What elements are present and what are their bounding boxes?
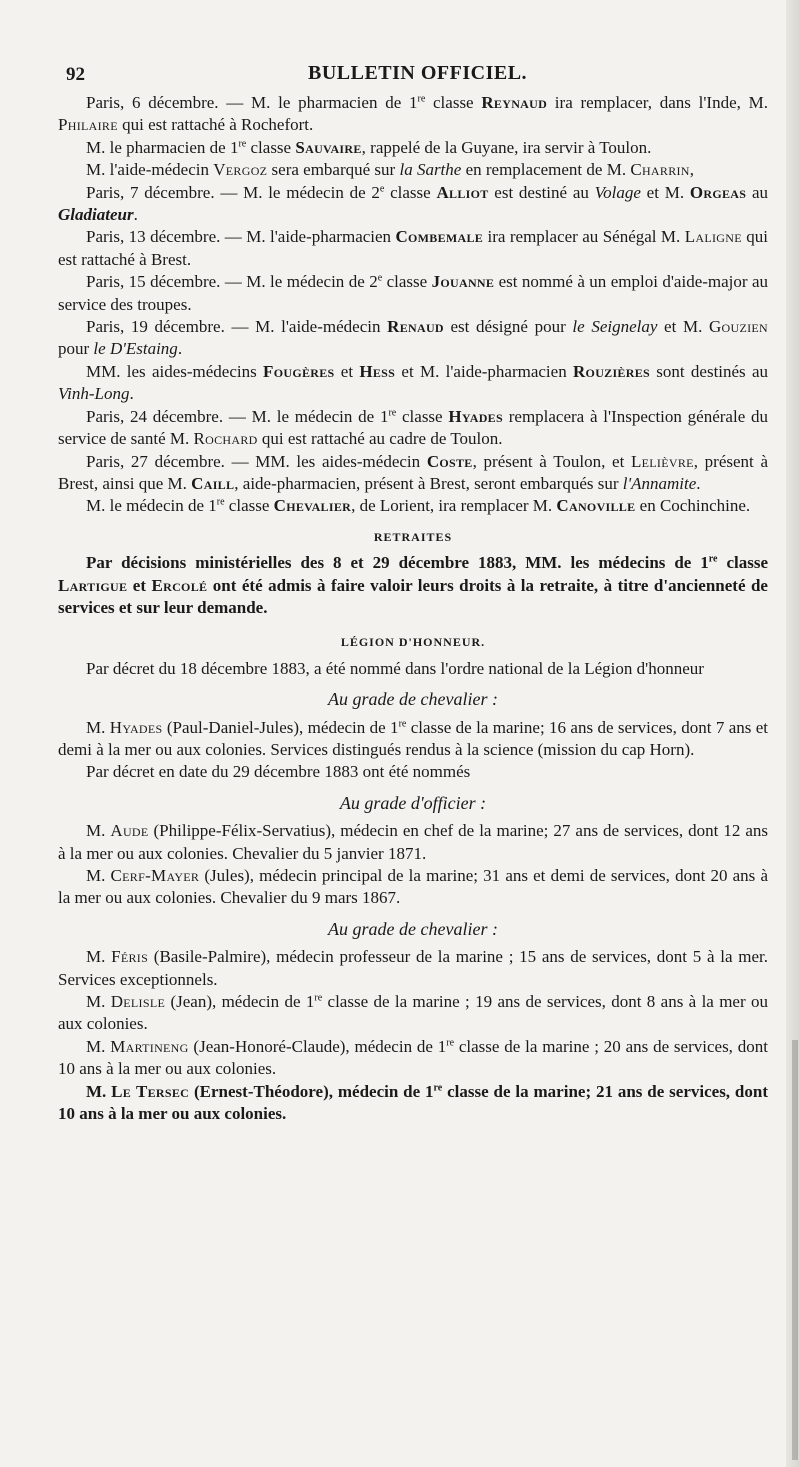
paragraph-jouanne: Paris, 15 décembre. — M. le médecin de 2e classe Jouanne est nommé à un emploi d'aide-major au service des troupes. — [58, 272, 769, 314]
section-heading-retraites: RETRAITES — [373, 529, 453, 544]
paragraph-chevalier: M. le médecin de 1re classe Chevalier, de Lorient, ira remplacer M. Canoville en Cochinchine. — [86, 496, 751, 516]
running-head: BULLETIN OFFICIEL. — [308, 62, 528, 84]
page-number: 92 — [66, 64, 85, 85]
entry-martineng: M. Martineng (Jean-Honoré-Claude), médecin de 1re classe de la marine ; 20 ans de services, dont 10 ans à la mer ou aux colonies. — [58, 1036, 768, 1079]
document-page — [58, 62, 768, 1125]
paragraph-legion-intro: Par décret du 18 décembre 1883, a été nommé dans l'ordre national de la Légion d'honneur — [86, 658, 704, 678]
paragraph-alliot: Paris, 7 décembre. — M. le médecin de 2e classe Alliot est destiné au Volage et M. Orgeas au Gladiateur. — [58, 182, 769, 225]
grade-heading-chevalier-2: Au grade de chevalier : — [328, 918, 498, 939]
paragraph-reynaud: Paris, 6 décembre. — M. le pharmacien de 1re classe Reynaud ira remplacer, dans l'Inde, M. Philaire qui est rattaché à Rochefort. — [58, 93, 768, 135]
paragraph-combemale: Paris, 13 décembre. — M. l'aide-pharmacien Combemale ira remplacer au Sénégal M. Laligne qui est rattaché à Brest. — [58, 227, 768, 269]
paragraph-vergoz: M. l'aide-médecin Vergoz sera embarqué sur la Sarthe en remplacement de M. Charrin, — [86, 160, 695, 180]
grade-heading-chevalier-1: Au grade de chevalier : — [328, 689, 498, 710]
entry-le-tersec: M. Le Tersec (Ernest-Théodore), médecin de 1re classe de la marine; 21 ans de services, dont 10 ans à la mer ou aux colonies. — [58, 1081, 769, 1124]
paragraph-renaud: Paris, 19 décembre. — M. l'aide-médecin Renaud est désigné pour le Seignelay et M. Gouzien pour le D'Estaing. — [58, 317, 769, 359]
paragraph-fougeres: MM. les aides-médecins Fougères et Hess et M. l'aide-pharmacien Rouzières sont destinés au Vinh-Long. — [58, 361, 769, 404]
entry-feris: M. Féris (Basile-Palmire), médecin professeur de la marine ; 15 ans de services, dont 5 à la mer. Services exceptionnels. — [58, 947, 768, 989]
paragraph-retraites: Par décisions ministérielles des 8 et 29 décembre 1883, MM. les médecins de 1re classe Lartigue et Ercolé ont été admis à faire valoir leurs droits à la retraite, à titre d'ancienneté de services et sur leur demande. — [58, 553, 768, 617]
paragraph-coste: Paris, 27 décembre. — MM. les aides-médecin Coste, présent à Toulon, et Lelièvre, présent à Brest, ainsi que M. Caill, aide-pharmacien, présent à Brest, seront embarqués sur l'Annamite. — [58, 451, 768, 493]
entry-delisle: M. Delisle (Jean), médecin de 1re classe de la marine ; 19 ans de services, dont 8 ans à la mer ou aux colonies. — [58, 992, 768, 1034]
entry-hyades: M. Hyades (Paul-Daniel-Jules), médecin de 1re classe de la marine; 16 ans de services, dont 7 ans et demi à la mer ou aux colonies. Services distingués rendus à la science (mission du cap Horn). — [58, 717, 769, 759]
section-heading-legion: LÉGION D'HONNEUR. — [340, 635, 486, 650]
grade-heading-officier: Au grade d'officier : — [339, 792, 487, 813]
paragraph-sauvaire: M. le pharmacien de 1re classe Sauvaire, rappelé de la Guyane, ira servir à Toulon. — [86, 137, 652, 157]
paragraph-hyades-transfer: Paris, 24 décembre. — M. le médecin de 1re classe Hyades remplacera à l'Inspection générale du service de santé M. Rochard qui est rattaché au cadre de Toulon. — [58, 406, 768, 449]
page-header — [58, 62, 768, 92]
entry-cerf-mayer: M. Cerf-Mayer (Jules), médecin principal de la marine; 31 ans et demi de services, dont 20 ans à la mer ou aux colonies. Chevalier du 9 mars 1867. — [58, 866, 768, 908]
entry-aude: M. Aude (Philippe-Félix-Servatius), médecin en chef de la marine; 27 ans de services, dont 12 ans à la mer ou aux colonies. Chevalier du 5 janvier 1871. — [58, 821, 768, 863]
scan-edge-mark — [792, 1040, 798, 1460]
paragraph-legion-intro-2: Par décret en date du 29 décembre 1883 ont été nommés — [86, 762, 471, 782]
